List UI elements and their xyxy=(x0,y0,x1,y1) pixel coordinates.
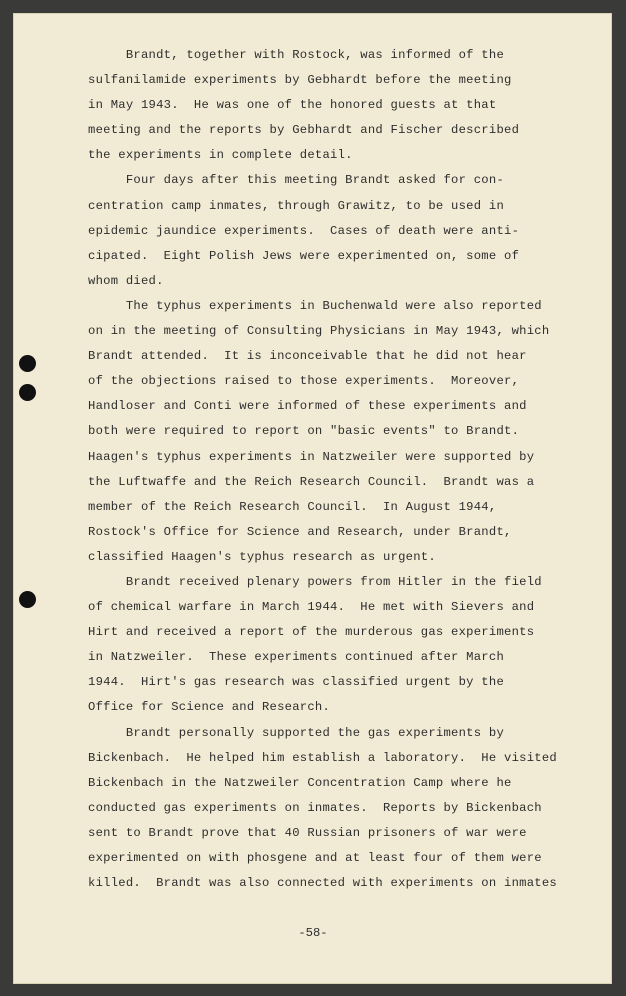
text-line: meeting and the reports by Gebhardt and Fischer described xyxy=(88,123,520,138)
text-line: Haagen's typhus experiments in Natzweiler were supported by xyxy=(88,449,535,464)
text-line: of chemical warfare in March 1944. He met with Sievers and xyxy=(88,600,535,615)
text-line: centration camp inmates, through Grawitz, to be used in xyxy=(88,198,505,213)
text-line: classified Haagen's typhus research as urgent. xyxy=(88,549,436,564)
text-line: the experiments in complete detail. xyxy=(88,148,353,163)
text-line: whom died. xyxy=(88,273,164,288)
text-line: cipated. Eight Polish Jews were experimented on, some of xyxy=(88,248,520,263)
text-line: Four days after this meeting Brandt asked for con- xyxy=(88,173,505,188)
body-text xyxy=(88,43,578,896)
text-line: 1944. Hirt's gas research was classified urgent by the xyxy=(88,675,505,690)
text-line: the Luftwaffe and the Reich Research Council. Brandt was a xyxy=(88,474,535,489)
text-line: killed. Brandt was also connected with experiments on inmates xyxy=(88,876,557,891)
text-line: Brandt received plenary powers from Hitler in the field xyxy=(88,574,542,589)
text-line: sulfanilamide experiments by Gebhardt before the meeting xyxy=(88,73,512,88)
text-line: Brandt, together with Rostock, was informed of the xyxy=(88,48,505,62)
text-line: Hirt and received a report of the murderous gas experiments xyxy=(88,625,535,640)
page-number: -58- xyxy=(298,926,328,940)
text-line: member of the Reich Research Council. In August 1944, xyxy=(88,499,497,514)
punch-hole xyxy=(19,591,36,608)
text-line: Rostock's Office for Science and Research, under Brandt, xyxy=(88,524,512,539)
text-line: The typhus experiments in Buchenwald were also reported xyxy=(88,298,542,313)
punch-hole xyxy=(19,355,36,372)
text-line: both were required to report on "basic events" to Brandt. xyxy=(88,424,520,439)
text-line: Bickenbach. He helped him establish a laboratory. He visited xyxy=(88,750,557,765)
text-line: Handloser and Conti were informed of these experiments and xyxy=(88,399,527,414)
text-line: experimented on with phosgene and at least four of them were xyxy=(88,851,542,865)
punch-hole xyxy=(19,384,36,401)
text-line: on in the meeting of Consulting Physicians in May 1943, which xyxy=(88,324,550,339)
text-line: in Natzweiler. These experiments continued after March xyxy=(88,650,505,665)
text-line: of the objections raised to those experiments. Moreover, xyxy=(88,374,520,389)
text-line: conducted gas experiments on inmates. Reports by Bickenbach xyxy=(88,800,542,815)
text-line: epidemic jaundice experiments. Cases of death were anti- xyxy=(88,223,520,238)
text-line: Office for Science and Research. xyxy=(88,700,331,715)
text-line: Brandt personally supported the gas experiments by xyxy=(88,725,505,740)
text-line: Brandt attended. It is inconceivable that he did not hear xyxy=(88,349,527,364)
text-line: Bickenbach in the Natzweiler Concentration Camp where he xyxy=(88,775,512,790)
text-line: sent to Brandt prove that 40 Russian prisoners of war were xyxy=(88,825,527,840)
text-line: in May 1943. He was one of the honored guests at that xyxy=(88,98,497,113)
